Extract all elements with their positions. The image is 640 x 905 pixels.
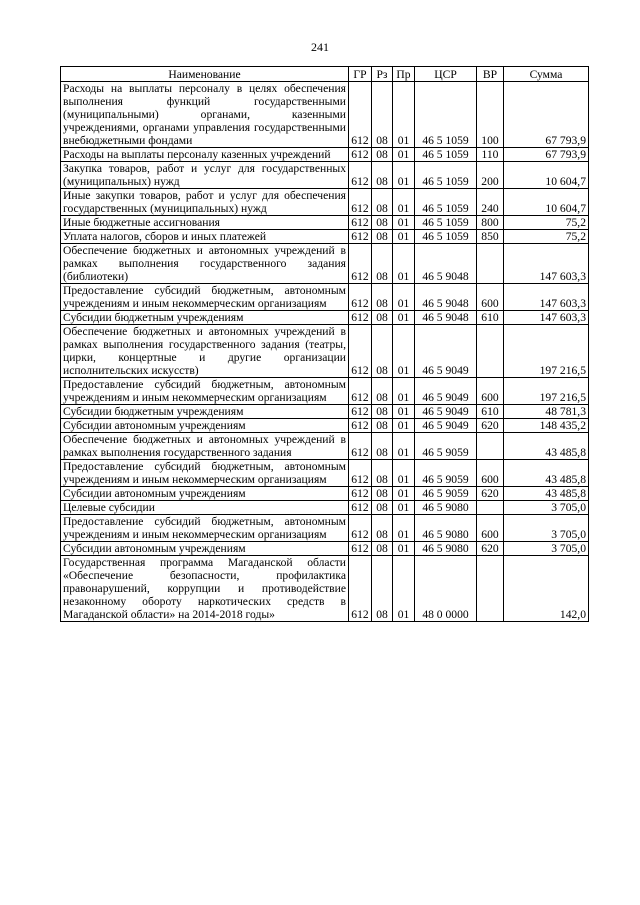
cell-gr: 612 (349, 501, 372, 515)
budget-table (60, 66, 589, 622)
cell-rz: 08 (372, 82, 393, 148)
cell-vr: 200 (477, 162, 504, 189)
cell-csr: 46 5 1059 (415, 189, 477, 216)
cell-pr: 01 (393, 82, 415, 148)
cell-gr: 612 (349, 378, 372, 405)
cell-csr: 46 5 9080 (415, 515, 477, 542)
cell-rz: 08 (372, 148, 393, 162)
cell-csr: 46 5 9048 (415, 284, 477, 311)
cell-sum: 3 705,0 (504, 542, 589, 556)
cell-sum: 147 603,3 (504, 284, 589, 311)
table-row (61, 515, 589, 542)
table-row (61, 216, 589, 230)
cell-csr: 46 5 9048 (415, 244, 477, 284)
cell-pr: 01 (393, 433, 415, 460)
cell-vr: 600 (477, 284, 504, 311)
cell-sum: 142,0 (504, 556, 589, 622)
cell-sum: 10 604,7 (504, 162, 589, 189)
cell-name: Обеспечение бюджетных и автономных учреждений в рамках выполнения государственного задания (библиотеки) (61, 244, 349, 284)
table-row (61, 230, 589, 244)
cell-name: Предоставление субсидий бюджетным, автономным учреждениям и иным некоммерческим организациям (61, 378, 349, 405)
cell-rz: 08 (372, 515, 393, 542)
cell-csr: 46 5 1059 (415, 82, 477, 148)
cell-name: Субсидии бюджетным учреждениям (61, 311, 349, 325)
cell-pr: 01 (393, 244, 415, 284)
cell-name: Расходы на выплаты персоналу казенных учреждений (61, 148, 349, 162)
cell-pr: 01 (393, 487, 415, 501)
cell-vr: 610 (477, 311, 504, 325)
cell-vr (477, 433, 504, 460)
cell-rz: 08 (372, 419, 393, 433)
cell-rz: 08 (372, 433, 393, 460)
cell-gr: 612 (349, 311, 372, 325)
cell-pr: 01 (393, 148, 415, 162)
cell-vr: 600 (477, 378, 504, 405)
cell-csr: 46 5 9080 (415, 501, 477, 515)
cell-vr: 800 (477, 216, 504, 230)
table-row (61, 433, 589, 460)
cell-pr: 01 (393, 405, 415, 419)
cell-name: Субсидии бюджетным учреждениям (61, 405, 349, 419)
cell-pr: 01 (393, 460, 415, 487)
cell-vr (477, 244, 504, 284)
cell-gr: 612 (349, 542, 372, 556)
cell-gr: 612 (349, 148, 372, 162)
cell-csr: 46 5 1059 (415, 148, 477, 162)
cell-sum: 3 705,0 (504, 515, 589, 542)
table-row (61, 311, 589, 325)
cell-name: Иные закупки товаров, работ и услуг для обеспечения государственных (муниципальных) нужд (61, 189, 349, 216)
cell-pr: 01 (393, 556, 415, 622)
cell-gr: 612 (349, 244, 372, 284)
cell-name: Предоставление субсидий бюджетным, автономным учреждениям и иным некоммерческим организациям (61, 515, 349, 542)
cell-pr: 01 (393, 162, 415, 189)
cell-pr: 01 (393, 189, 415, 216)
table-row (61, 419, 589, 433)
cell-rz: 08 (372, 189, 393, 216)
cell-pr: 01 (393, 378, 415, 405)
column-header-csr: ЦСР (415, 67, 477, 82)
cell-gr: 612 (349, 189, 372, 216)
cell-sum: 43 485,8 (504, 460, 589, 487)
cell-vr: 620 (477, 487, 504, 501)
cell-vr: 620 (477, 419, 504, 433)
cell-vr: 110 (477, 148, 504, 162)
cell-sum: 147 603,3 (504, 311, 589, 325)
cell-vr: 240 (477, 189, 504, 216)
cell-csr: 46 5 9059 (415, 487, 477, 501)
cell-gr: 612 (349, 230, 372, 244)
cell-vr: 850 (477, 230, 504, 244)
cell-rz: 08 (372, 230, 393, 244)
cell-vr: 610 (477, 405, 504, 419)
cell-rz: 08 (372, 487, 393, 501)
cell-name: Иные бюджетные ассигнования (61, 216, 349, 230)
cell-name: Обеспечение бюджетных и автономных учреждений в рамках выполнения государственного задания (театры, цирки, концертные и другие организации исполнительских искусств) (61, 325, 349, 378)
cell-rz: 08 (372, 556, 393, 622)
column-header-pr: Пр (393, 67, 415, 82)
table-row (61, 460, 589, 487)
cell-pr: 01 (393, 542, 415, 556)
cell-rz: 08 (372, 325, 393, 378)
cell-name: Целевые субсидии (61, 501, 349, 515)
cell-sum: 197 216,5 (504, 378, 589, 405)
cell-sum: 67 793,9 (504, 148, 589, 162)
cell-name: Субсидии автономным учреждениям (61, 542, 349, 556)
cell-gr: 612 (349, 405, 372, 419)
cell-csr: 46 5 9049 (415, 325, 477, 378)
cell-sum: 75,2 (504, 230, 589, 244)
cell-csr: 46 5 1059 (415, 216, 477, 230)
cell-sum: 148 435,2 (504, 419, 589, 433)
column-header-rz: Рз (372, 67, 393, 82)
cell-sum: 43 485,8 (504, 433, 589, 460)
cell-gr: 612 (349, 460, 372, 487)
page-number: 241 (311, 40, 329, 54)
cell-pr: 01 (393, 325, 415, 378)
cell-pr: 01 (393, 515, 415, 542)
cell-vr: 100 (477, 82, 504, 148)
cell-pr: 01 (393, 311, 415, 325)
cell-csr: 46 5 9048 (415, 311, 477, 325)
cell-name: Уплата налогов, сборов и иных платежей (61, 230, 349, 244)
table-body (61, 82, 589, 622)
table-header-row (61, 67, 589, 82)
cell-gr: 612 (349, 433, 372, 460)
cell-vr (477, 556, 504, 622)
cell-vr (477, 325, 504, 378)
cell-vr: 600 (477, 515, 504, 542)
cell-csr: 48 0 0000 (415, 556, 477, 622)
cell-gr: 612 (349, 284, 372, 311)
table-row (61, 542, 589, 556)
cell-csr: 46 5 9049 (415, 405, 477, 419)
table-row (61, 284, 589, 311)
table-row (61, 556, 589, 622)
cell-gr: 612 (349, 82, 372, 148)
cell-csr: 46 5 1059 (415, 230, 477, 244)
cell-rz: 08 (372, 284, 393, 311)
cell-csr: 46 5 9049 (415, 378, 477, 405)
cell-csr: 46 5 1059 (415, 162, 477, 189)
table-row (61, 148, 589, 162)
table-row (61, 244, 589, 284)
cell-rz: 08 (372, 216, 393, 230)
cell-sum: 48 781,3 (504, 405, 589, 419)
cell-rz: 08 (372, 501, 393, 515)
cell-pr: 01 (393, 230, 415, 244)
cell-sum: 67 793,9 (504, 82, 589, 148)
table-row (61, 189, 589, 216)
cell-csr: 46 5 9059 (415, 433, 477, 460)
cell-vr: 600 (477, 460, 504, 487)
table-row (61, 162, 589, 189)
cell-pr: 01 (393, 216, 415, 230)
table-row (61, 325, 589, 378)
cell-gr: 612 (349, 515, 372, 542)
table-row (61, 405, 589, 419)
cell-gr: 612 (349, 419, 372, 433)
cell-gr: 612 (349, 162, 372, 189)
cell-name: Расходы на выплаты персоналу в целях обеспечения выполнения функций государственными (муниципальными) органами, казенными учреждениями, органами управления государственными внебюджетными фондами (61, 82, 349, 148)
cell-name: Предоставление субсидий бюджетным, автономным учреждениям и иным некоммерческим организациям (61, 460, 349, 487)
cell-pr: 01 (393, 419, 415, 433)
cell-rz: 08 (372, 244, 393, 284)
cell-sum: 75,2 (504, 216, 589, 230)
cell-csr: 46 5 9049 (415, 419, 477, 433)
column-header-vr: ВР (477, 67, 504, 82)
cell-gr: 612 (349, 556, 372, 622)
cell-csr: 46 5 9059 (415, 460, 477, 487)
table-row (61, 501, 589, 515)
column-header-sum: Сумма (504, 67, 589, 82)
cell-name: Государственная программа Магаданской области «Обеспечение безопасности, профилактика правонарушений, коррупции и противодействие незаконному обороту наркотических средств в Магаданской области» на 2014-2018 годы» (61, 556, 349, 622)
cell-vr: 620 (477, 542, 504, 556)
cell-gr: 612 (349, 487, 372, 501)
cell-rz: 08 (372, 162, 393, 189)
table-row (61, 82, 589, 148)
cell-name: Обеспечение бюджетных и автономных учреждений в рамках выполнения государственного задания (61, 433, 349, 460)
cell-pr: 01 (393, 501, 415, 515)
cell-name: Предоставление субсидий бюджетным, автономным учреждениям и иным некоммерческим организациям (61, 284, 349, 311)
cell-gr: 612 (349, 325, 372, 378)
cell-vr (477, 501, 504, 515)
cell-rz: 08 (372, 378, 393, 405)
cell-rz: 08 (372, 460, 393, 487)
cell-pr: 01 (393, 284, 415, 311)
cell-name: Субсидии автономным учреждениям (61, 487, 349, 501)
cell-sum: 147 603,3 (504, 244, 589, 284)
cell-sum: 197 216,5 (504, 325, 589, 378)
cell-sum: 43 485,8 (504, 487, 589, 501)
cell-csr: 46 5 9080 (415, 542, 477, 556)
cell-rz: 08 (372, 542, 393, 556)
cell-name: Субсидии автономным учреждениям (61, 419, 349, 433)
cell-sum: 3 705,0 (504, 501, 589, 515)
cell-name: Закупка товаров, работ и услуг для государственных (муниципальных) нужд (61, 162, 349, 189)
column-header-name: Наименование (61, 67, 349, 82)
cell-rz: 08 (372, 311, 393, 325)
table-row (61, 487, 589, 501)
column-header-gr: ГР (349, 67, 372, 82)
cell-sum: 10 604,7 (504, 189, 589, 216)
table-row (61, 378, 589, 405)
cell-rz: 08 (372, 405, 393, 419)
cell-gr: 612 (349, 216, 372, 230)
